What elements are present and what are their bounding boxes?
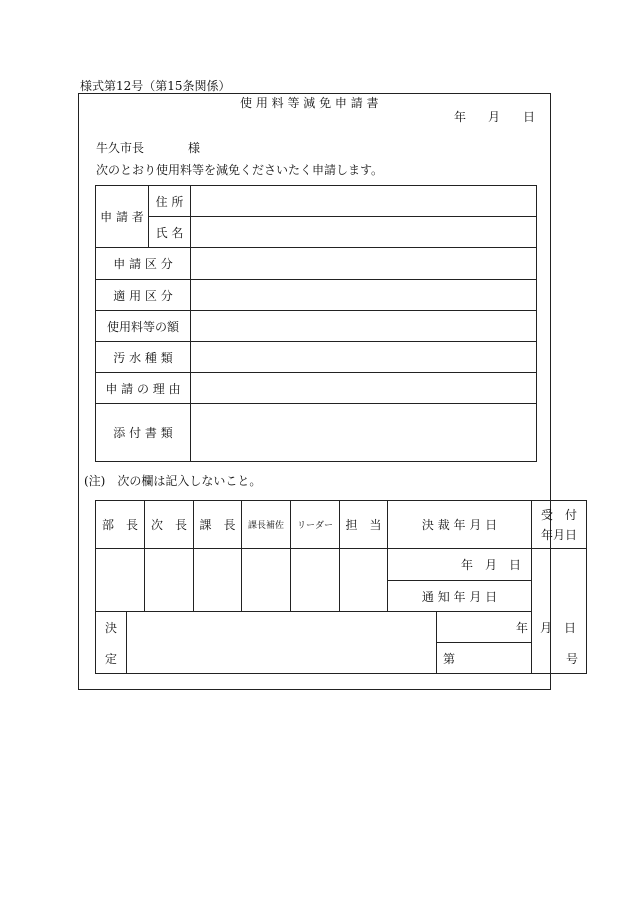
applicant-label bbox=[96, 186, 149, 248]
sewage-type-text: 汚 水 種 類 bbox=[113, 350, 173, 365]
attachments-label bbox=[96, 404, 191, 462]
decision-field[interactable] bbox=[127, 612, 437, 674]
role-staff-text: 担 当 bbox=[345, 518, 382, 532]
fee-amount-label bbox=[96, 311, 191, 342]
attachments-field[interactable] bbox=[191, 404, 537, 462]
date-year: 年 bbox=[454, 110, 467, 124]
decision-label-char-2: 定 bbox=[104, 651, 117, 666]
reason-field[interactable] bbox=[191, 373, 537, 404]
role-leader-text: リーダー bbox=[297, 521, 334, 531]
reason-text: 申 請 の 理 由 bbox=[105, 381, 181, 396]
seal-deputy-director[interactable] bbox=[145, 549, 194, 612]
address-label bbox=[149, 186, 191, 217]
role-head-department-text: 部 長 bbox=[102, 518, 139, 532]
sewage-type-label bbox=[96, 342, 191, 373]
role-section-chief bbox=[194, 501, 242, 549]
decision-date-field[interactable] bbox=[388, 549, 532, 581]
role-head-department bbox=[96, 501, 145, 549]
application-category-label bbox=[96, 248, 191, 280]
date-day: 日 bbox=[523, 110, 536, 124]
notice-date-field[interactable] bbox=[437, 612, 587, 643]
seal-leader[interactable] bbox=[291, 549, 340, 612]
seal-section-chief[interactable] bbox=[194, 549, 242, 612]
note-text: (注) 次の欄は記入しないこと。 bbox=[84, 474, 262, 488]
role-staff bbox=[340, 501, 388, 549]
number-prefix: 第 bbox=[443, 651, 456, 666]
decision-ymd-text: 年 月 日 bbox=[461, 558, 522, 572]
role-leader bbox=[291, 501, 340, 549]
fee-amount-field[interactable] bbox=[191, 311, 537, 342]
decision-label-char-1: 決 bbox=[104, 620, 117, 635]
office-use-table bbox=[95, 500, 587, 674]
sewage-type-field[interactable] bbox=[191, 342, 537, 373]
name-field[interactable] bbox=[191, 217, 537, 248]
addressee: 牛久市長 bbox=[96, 141, 145, 155]
applicant-label-text: 申 請 者 bbox=[100, 210, 144, 224]
received-label bbox=[532, 501, 587, 549]
name-label-text: 氏 名 bbox=[155, 225, 184, 240]
number-suffix: 号 bbox=[566, 651, 579, 666]
decision-date-label bbox=[388, 501, 532, 549]
role-assistant-chief bbox=[242, 501, 291, 549]
application-table bbox=[95, 185, 537, 462]
fee-amount-text: 使用料等の額 bbox=[106, 319, 179, 334]
role-deputy-director-text: 次 長 bbox=[151, 518, 188, 532]
applicable-category-field[interactable] bbox=[191, 280, 537, 311]
applicable-category-label bbox=[96, 280, 191, 311]
application-category-field[interactable] bbox=[191, 248, 537, 280]
decision-label bbox=[96, 612, 127, 674]
address-field[interactable] bbox=[191, 186, 537, 217]
decision-number bbox=[437, 650, 586, 667]
seal-assistant-chief[interactable] bbox=[242, 549, 291, 612]
form-title: 使 用 料 等 減 免 申 請 書 bbox=[240, 96, 379, 110]
notice-date-label bbox=[388, 581, 532, 612]
date-month: 月 bbox=[488, 110, 501, 124]
decision-number-field[interactable] bbox=[437, 643, 587, 674]
received-date-text: 年月日 bbox=[541, 528, 578, 542]
form-number: 様式第12号（第15条関係） bbox=[80, 79, 231, 93]
honorific: 様 bbox=[188, 141, 201, 155]
application-category-text: 申 請 区 分 bbox=[113, 257, 173, 271]
decision-date-text: 決 裁 年 月 日 bbox=[421, 518, 498, 532]
role-section-chief-text: 課 長 bbox=[199, 518, 236, 532]
role-assistant-chief-text: 課長補佐 bbox=[248, 521, 285, 531]
role-deputy-director bbox=[145, 501, 194, 549]
notice-date-text: 通 知 年 月 日 bbox=[421, 589, 498, 604]
applicable-category-text: 適 用 区 分 bbox=[113, 288, 173, 303]
intro-text: 次のとおり使用料等を減免くださいたく申請します。 bbox=[96, 163, 384, 177]
reason-label bbox=[96, 373, 191, 404]
notice-ymd-text: 年 月 日 bbox=[516, 620, 577, 635]
received-text: 受 付 bbox=[541, 508, 578, 522]
address-label-text: 住 所 bbox=[155, 194, 184, 209]
attachments-text: 添 付 書 類 bbox=[113, 426, 173, 440]
seal-staff[interactable] bbox=[340, 549, 388, 612]
seal-head-department[interactable] bbox=[96, 549, 145, 612]
name-label bbox=[149, 217, 191, 248]
